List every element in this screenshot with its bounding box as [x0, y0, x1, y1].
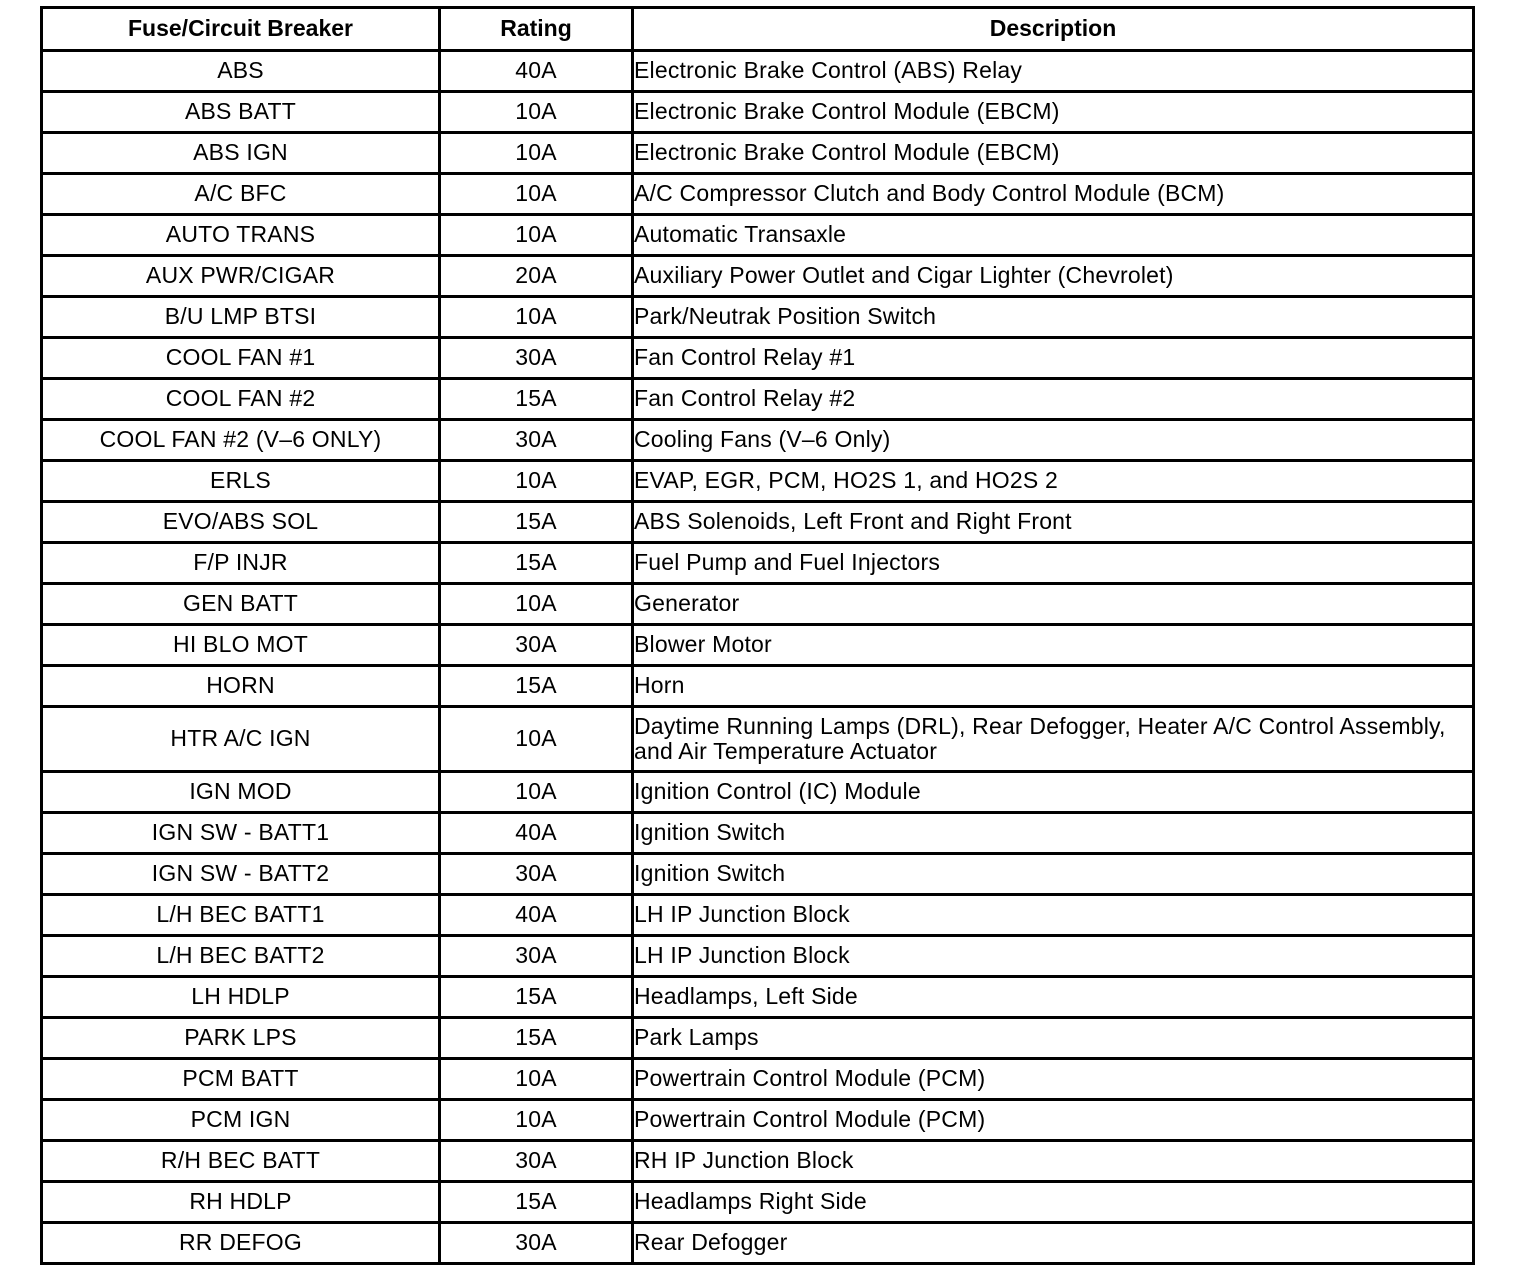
- table-row: [42, 625, 1474, 666]
- rating-cell: 30A: [440, 854, 633, 895]
- rating-cell: 10A: [440, 297, 633, 338]
- description-cell: LH IP Junction Block: [633, 895, 1474, 936]
- rating-cell: 30A: [440, 625, 633, 666]
- fuse-name-cell: GEN BATT: [42, 584, 440, 625]
- table-row: [42, 1141, 1474, 1182]
- fuse-name-cell: ABS: [42, 51, 440, 92]
- rating-cell: 10A: [440, 92, 633, 133]
- description-cell: Fuel Pump and Fuel Injectors: [633, 543, 1474, 584]
- rating-cell: 10A: [440, 215, 633, 256]
- fuse-name-cell: COOL FAN #2 (V–6 ONLY): [42, 420, 440, 461]
- description-cell: Fan Control Relay #2: [633, 379, 1474, 420]
- header-row: [42, 8, 1474, 51]
- fuse-name-cell: COOL FAN #2: [42, 379, 440, 420]
- table-row: [42, 666, 1474, 707]
- table-row: [42, 338, 1474, 379]
- description-cell: Blower Motor: [633, 625, 1474, 666]
- table-row: [42, 977, 1474, 1018]
- fuse-name-cell: L/H BEC BATT1: [42, 895, 440, 936]
- fuse-name-cell: ABS IGN: [42, 133, 440, 174]
- table-row: [42, 854, 1474, 895]
- description-cell: Auxiliary Power Outlet and Cigar Lighter (Chevrolet): [633, 256, 1474, 297]
- fuse-table: [40, 6, 1475, 1265]
- rating-cell: 10A: [440, 174, 633, 215]
- description-cell: RH IP Junction Block: [633, 1141, 1474, 1182]
- description-cell: Ignition Control (IC) Module: [633, 772, 1474, 813]
- fuse-name-cell: LH HDLP: [42, 977, 440, 1018]
- description-cell: Electronic Brake Control Module (EBCM): [633, 92, 1474, 133]
- rating-cell: 10A: [440, 133, 633, 174]
- rating-cell: 15A: [440, 1182, 633, 1223]
- description-cell: Electronic Brake Control Module (EBCM): [633, 133, 1474, 174]
- table-row: [42, 813, 1474, 854]
- table-row: [42, 92, 1474, 133]
- table-row: [42, 772, 1474, 813]
- fuse-name-cell: RR DEFOG: [42, 1223, 440, 1264]
- table-row: [42, 420, 1474, 461]
- fuse-name-cell: HORN: [42, 666, 440, 707]
- rating-cell: 10A: [440, 707, 633, 772]
- rating-cell: 10A: [440, 1100, 633, 1141]
- fuse-name-cell: AUX PWR/CIGAR: [42, 256, 440, 297]
- description-cell: Park/Neutrak Position Switch: [633, 297, 1474, 338]
- fuse-name-cell: EVO/ABS SOL: [42, 502, 440, 543]
- description-cell: Ignition Switch: [633, 854, 1474, 895]
- table-row: [42, 256, 1474, 297]
- rating-cell: 30A: [440, 1141, 633, 1182]
- table-row: [42, 174, 1474, 215]
- header-rating: Rating: [440, 8, 633, 51]
- rating-cell: 15A: [440, 502, 633, 543]
- description-cell: Daytime Running Lamps (DRL), Rear Defogger, Heater A/C Control Assembly, and Air Temperature Actuator: [633, 707, 1474, 772]
- description-cell: Powertrain Control Module (PCM): [633, 1059, 1474, 1100]
- description-cell: Ignition Switch: [633, 813, 1474, 854]
- header-fuse-circuit-breaker: Fuse/Circuit Breaker: [42, 8, 440, 51]
- fuse-name-cell: PCM BATT: [42, 1059, 440, 1100]
- table-row: [42, 215, 1474, 256]
- description-cell: Horn: [633, 666, 1474, 707]
- description-cell: Powertrain Control Module (PCM): [633, 1100, 1474, 1141]
- description-cell: Park Lamps: [633, 1018, 1474, 1059]
- table-row: [42, 461, 1474, 502]
- rating-cell: 15A: [440, 379, 633, 420]
- description-cell: Fan Control Relay #1: [633, 338, 1474, 379]
- rating-cell: 15A: [440, 1018, 633, 1059]
- rating-cell: 10A: [440, 772, 633, 813]
- description-cell: LH IP Junction Block: [633, 936, 1474, 977]
- description-cell: Cooling Fans (V–6 Only): [633, 420, 1474, 461]
- table-row: [42, 133, 1474, 174]
- table-row: [42, 1182, 1474, 1223]
- description-cell: A/C Compressor Clutch and Body Control Module (BCM): [633, 174, 1474, 215]
- fuse-name-cell: ERLS: [42, 461, 440, 502]
- table-row: [42, 936, 1474, 977]
- table-row: [42, 584, 1474, 625]
- fuse-name-cell: PCM IGN: [42, 1100, 440, 1141]
- table-row: [42, 707, 1474, 772]
- table-row: [42, 1100, 1474, 1141]
- description-cell: Automatic Transaxle: [633, 215, 1474, 256]
- fuse-name-cell: ABS BATT: [42, 92, 440, 133]
- fuse-name-cell: HTR A/C IGN: [42, 707, 440, 772]
- header-description: Description: [633, 8, 1474, 51]
- description-cell: Headlamps Right Side: [633, 1182, 1474, 1223]
- table-row: [42, 1223, 1474, 1264]
- fuse-name-cell: B/U LMP BTSI: [42, 297, 440, 338]
- rating-cell: 30A: [440, 338, 633, 379]
- rating-cell: 10A: [440, 1059, 633, 1100]
- fuse-name-cell: R/H BEC BATT: [42, 1141, 440, 1182]
- fuse-name-cell: F/P INJR: [42, 543, 440, 584]
- fuse-name-cell: PARK LPS: [42, 1018, 440, 1059]
- table-row: [42, 51, 1474, 92]
- table-row: [42, 379, 1474, 420]
- description-cell: EVAP, EGR, PCM, HO2S 1, and HO2S 2: [633, 461, 1474, 502]
- rating-cell: 15A: [440, 666, 633, 707]
- table-row: [42, 502, 1474, 543]
- rating-cell: 40A: [440, 813, 633, 854]
- rating-cell: 15A: [440, 543, 633, 584]
- rating-cell: 10A: [440, 461, 633, 502]
- description-cell: ABS Solenoids, Left Front and Right Front: [633, 502, 1474, 543]
- fuse-name-cell: IGN SW - BATT1: [42, 813, 440, 854]
- description-cell: Generator: [633, 584, 1474, 625]
- table-row: [42, 1059, 1474, 1100]
- rating-cell: 40A: [440, 51, 633, 92]
- table-row: [42, 895, 1474, 936]
- fuse-name-cell: IGN SW - BATT2: [42, 854, 440, 895]
- table-row: [42, 1018, 1474, 1059]
- table-header: [42, 8, 1474, 51]
- table-row: [42, 297, 1474, 338]
- rating-cell: 30A: [440, 936, 633, 977]
- rating-cell: 20A: [440, 256, 633, 297]
- fuse-name-cell: HI BLO MOT: [42, 625, 440, 666]
- rating-cell: 30A: [440, 420, 633, 461]
- rating-cell: 10A: [440, 584, 633, 625]
- fuse-name-cell: IGN MOD: [42, 772, 440, 813]
- fuse-name-cell: AUTO TRANS: [42, 215, 440, 256]
- rating-cell: 30A: [440, 1223, 633, 1264]
- fuse-name-cell: COOL FAN #1: [42, 338, 440, 379]
- fuse-name-cell: L/H BEC BATT2: [42, 936, 440, 977]
- table-row: [42, 543, 1474, 584]
- description-cell: Rear Defogger: [633, 1223, 1474, 1264]
- description-cell: Headlamps, Left Side: [633, 977, 1474, 1018]
- fuse-name-cell: A/C BFC: [42, 174, 440, 215]
- rating-cell: 15A: [440, 977, 633, 1018]
- description-cell: Electronic Brake Control (ABS) Relay: [633, 51, 1474, 92]
- fuse-name-cell: RH HDLP: [42, 1182, 440, 1223]
- rating-cell: 40A: [440, 895, 633, 936]
- table-body: [42, 51, 1474, 1264]
